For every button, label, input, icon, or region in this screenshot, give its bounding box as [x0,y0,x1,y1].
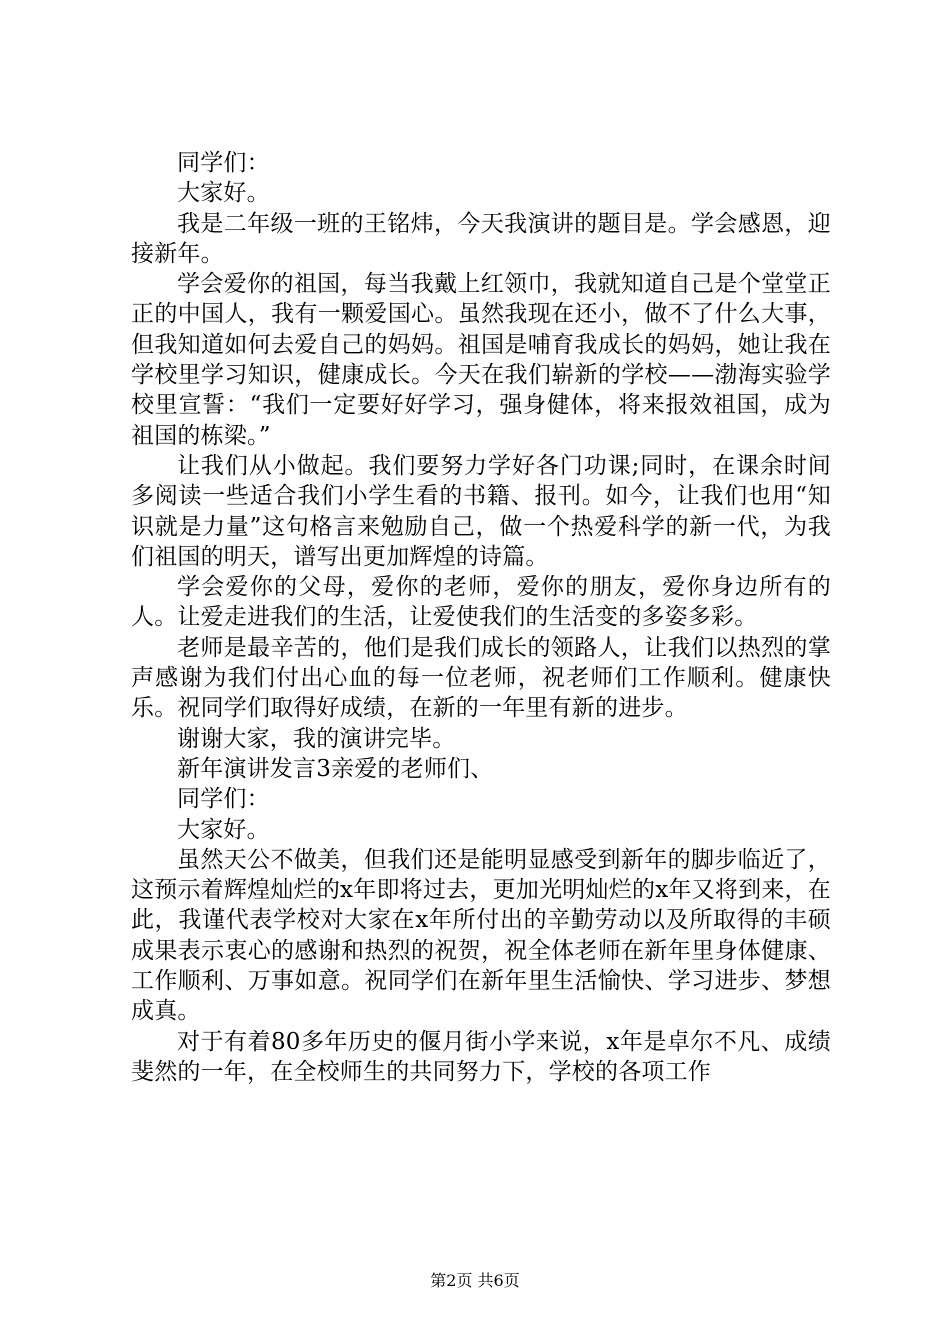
paragraph: 学会爱你的祖国，每当我戴上红领巾，我就知道自己是个堂堂正正的中国人，我有一颗爱国心。虽然我现在还小，做不了什么大事，但我知道如何去爱自己的妈妈。祖国是哺育我成长的妈妈，她让我在学校里学习知识，健康成长。今天在我们崭新的学校——渤海实验学校里宣誓：“我们一定要好好学习，强身健体，将来报效祖国，成为祖国的栋梁。” [131,271,831,449]
paragraph: 对于有着80多年历史的偃月街小学来说，x年是卓尔不凡、成绩斐然的一年，在全校师生的共同努力下，学校的各项工作 [131,1028,831,1085]
paragraph: 同学们： [177,150,270,176]
paragraph: 谢谢大家，我的演讲完毕。 [177,725,456,752]
paragraph: 大家好。 [177,180,270,207]
paragraph: 我是二年级一班的王铭炜，今天我演讲的题目是。学会感恩，迎接新年。 [131,210,831,267]
paragraph: 学会爱你的父母，爱你的老师，爱你的朋友，爱你身边所有的人。让爱走进我们的生活，让爱使我们的生活变的多姿多彩。 [131,574,831,631]
paragraph: 让我们从小做起。我们要努力学好各门功课;同时，在课余时间多阅读一些适合我们小学生看的书籍、报刊。如今，让我们也用“知识就是力量”这句格言来勉励自己，做一个热爱科学的新一代，为我们祖国的明天，谱写出更加辉煌的诗篇。 [131,452,831,570]
paragraph: 大家好。 [177,816,270,843]
paragraph: 虽然天公不做美，但我们还是能明显感受到新年的脚步临近了，这预示着辉煌灿烂的x年即将过去，更加光明灿烂的x年又将到来，在此，我谨代表学校对大家在x年所付出的辛勤劳动以及所取得的丰硕成果表示衷心的感谢和热烈的祝贺，祝全体老师在新年里身体健康、工作顺利、万事如意。祝同学们在新年里生活愉快、学习进步、梦想成真。 [131,846,831,1025]
page-number-footer: 第2页 共6页 [430,1271,520,1290]
paragraph: 同学们： [177,786,270,813]
paragraph: 老师是最辛苦的，他们是我们成长的领路人，让我们以热烈的掌声感谢为我们付出心血的每一位老师，祝老师们工作顺利。健康快乐。祝同学们取得好成绩，在新的一年里有新的进步。 [131,634,831,722]
document-body [131,148,831,1087]
paragraph: 新年演讲发言3亲爱的老师们、 [177,755,494,782]
